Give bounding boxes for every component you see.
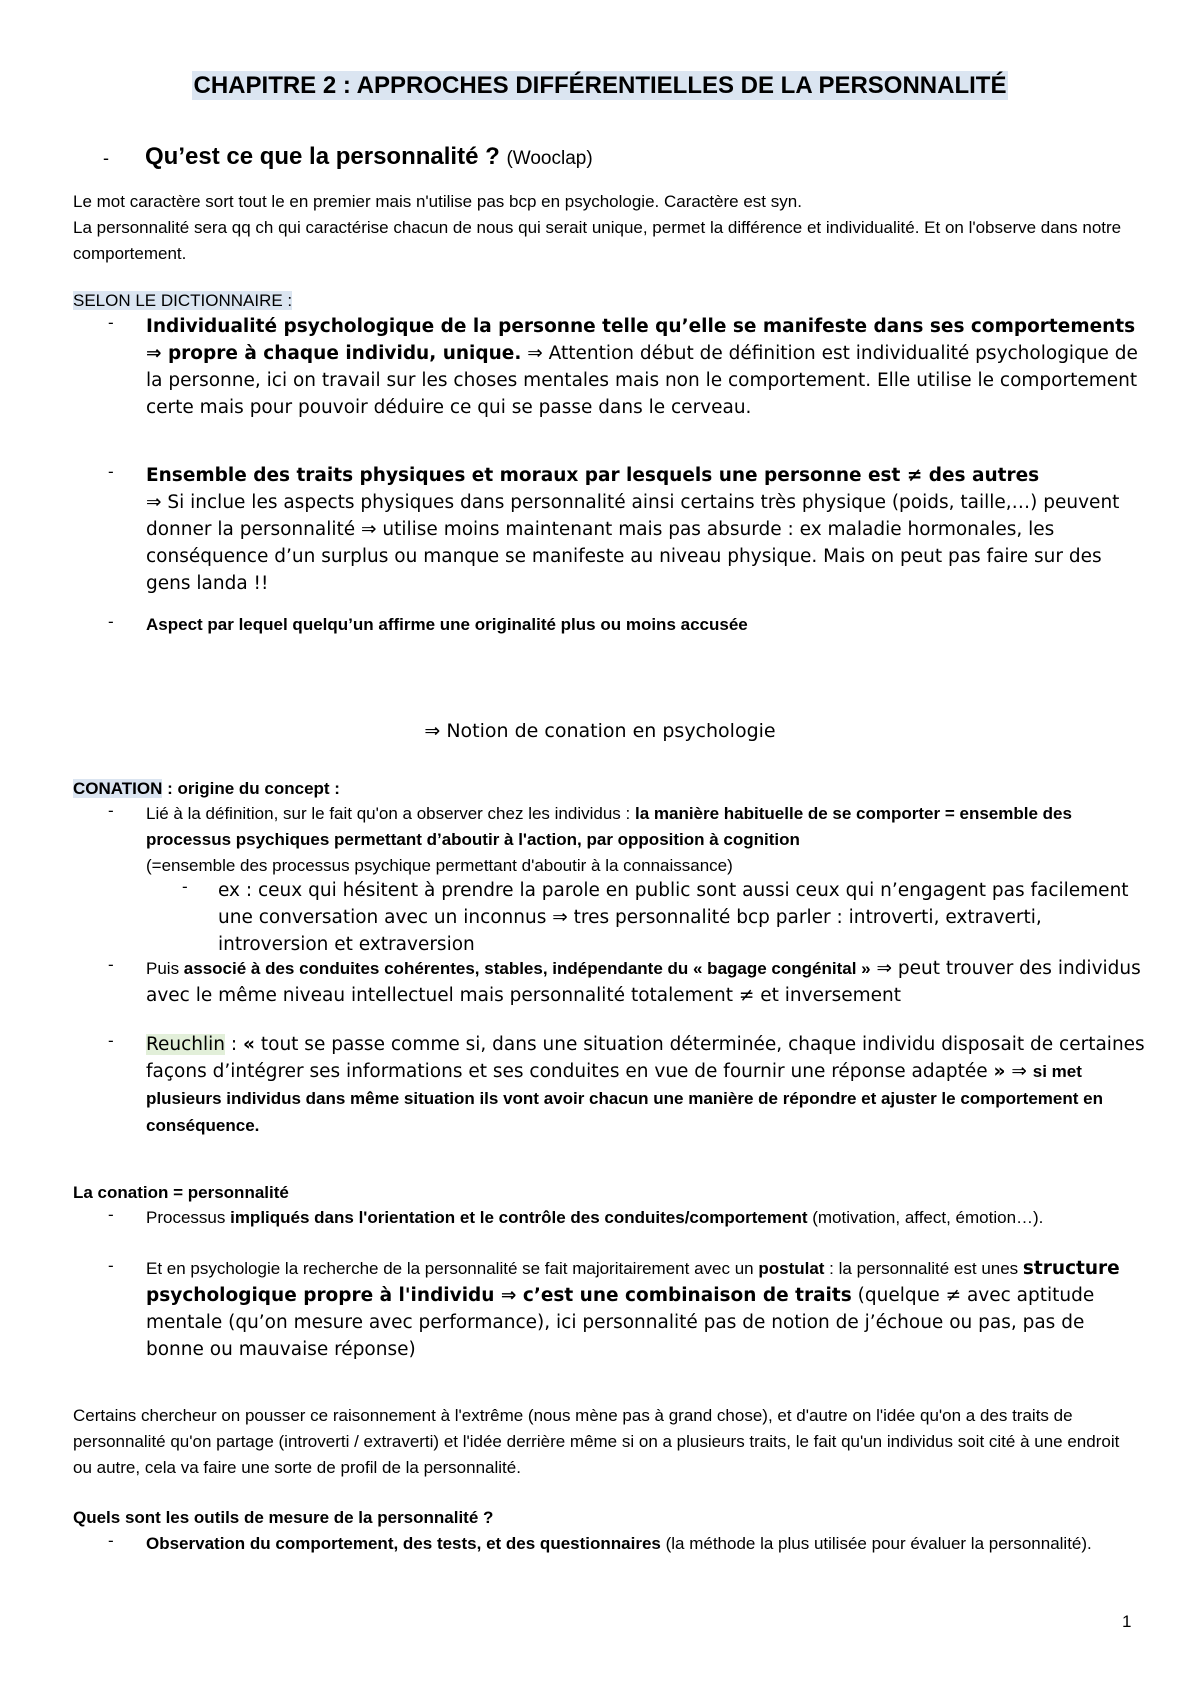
item-rest: ⇒ Si inclue les aspects physiques dans personnalité ainsi certains très physique (poids, taille,…) peuvent donner la personnalité ⇒ utilise moins maintenant mais pas absurde : ex maladie hormonales, les conséquence d’un surplus ou manque se manifeste au niveau physique. Mais on peut pas faire sur des gens landa !! bbox=[146, 492, 1120, 594]
conation-item-1-text bbox=[146, 801, 1146, 879]
tools-heading bbox=[73, 1505, 1133, 1531]
question-heading bbox=[103, 143, 593, 171]
dictionary-item-1-text bbox=[146, 313, 1146, 421]
quote-close: » bbox=[993, 1061, 1006, 1082]
item-arrow: ⇒ bbox=[1005, 1061, 1033, 1082]
item-bold: impliqués dans l'orientation et le contrôle des conduites/comportement bbox=[230, 1208, 808, 1227]
item-plain: Lié à la définition, sur le fait qu'on a observer chez les individus : bbox=[146, 804, 635, 823]
conation-personality-heading bbox=[73, 1180, 1133, 1206]
quote-open: « bbox=[243, 1034, 255, 1055]
item-bold: la manière habituelle de se comporter = ensemble des processus psychiques permettant d’aboutir à l'action, par opposition à cognition bbox=[146, 804, 1072, 849]
item-bold: si met plusieurs individus dans même situation ils vont avoir chacun une manière de répondre et ajuster le comportement en conséquence. bbox=[146, 1062, 1103, 1135]
list-dash: - bbox=[108, 1531, 114, 1550]
list-dash: - bbox=[103, 148, 109, 168]
item-plain: Et en psychologie la recherche de la personnalité se fait majoritairement avec un bbox=[146, 1259, 759, 1278]
item-bold: Individualité psychologique de la personne telle qu’elle se manifeste dans ses comportements ⇒ propre à chaque individu, unique. bbox=[146, 316, 1136, 364]
item-bold: associé à des conduites cohérentes, stables, indépendante du « bagage congénital » bbox=[183, 959, 871, 978]
conclusion-text: ⇒ Notion de conation en psychologie bbox=[424, 720, 776, 742]
list-dash: - bbox=[108, 313, 114, 332]
reuchlin-name: Reuchlin bbox=[146, 1034, 226, 1055]
chapter-title bbox=[0, 72, 1200, 100]
tools-item-text bbox=[146, 1531, 1146, 1557]
question-note: (Wooclap) bbox=[506, 148, 593, 169]
chapter-title-text: CHAPITRE 2 : APPROCHES DIFFÉRENTIELLES DE LA PERSONNALITÉ bbox=[193, 72, 1007, 99]
conation-personality-item-1-text bbox=[146, 1205, 1146, 1231]
structure-bold: structure psychologique propre à l'individu ⇒ c’est une combinaison de traits bbox=[146, 1258, 1120, 1306]
item-rest: ⇒ Attention début de définition est individualité psychologique de la personne, ici on travail sur les choses mentales mais non le comportement. Elle utilise le comportement certe mais pour pouvoir déduire ce qui se passe dans le cerveau. bbox=[146, 343, 1138, 418]
list-dash: - bbox=[108, 462, 114, 481]
dictionary-heading bbox=[73, 288, 1133, 314]
list-dash: - bbox=[108, 612, 114, 631]
heading-text: La conation = personnalité bbox=[73, 1183, 289, 1202]
list-dash: - bbox=[108, 955, 114, 974]
conation-heading-rest: : origine du concept : bbox=[162, 779, 340, 798]
tools-heading-text: Quels sont les outils de mesure de la personnalité ? bbox=[73, 1508, 494, 1527]
item-paren: (=ensemble des processus psychique permettant d'aboutir à la connaissance) bbox=[146, 856, 733, 875]
intro-line-2: La personnalité sera qq ch qui caractérise chacun de nous qui serait unique, permet la différence et individualité. Et on l'observe dans notre comportement. bbox=[73, 218, 1122, 263]
question-bold: Qu’est ce que la personnalité ? bbox=[145, 143, 500, 170]
item-bold: Ensemble des traits physiques et moraux par lesquels une personne est ≠ des autres bbox=[146, 465, 1040, 486]
sub-item-text: ex : ceux qui hésitent à prendre la parole en public sont aussi ceux qui n’engagent pas facilement une conversation avec un inconnus ⇒ tres personnalité bcp parler : introverti, extraverti, introversion et extraversion bbox=[218, 880, 1129, 955]
conation-label: CONATION bbox=[73, 779, 163, 798]
list-dash: - bbox=[182, 877, 188, 896]
item-rest: (la méthode la plus utilisée pour évaluer la personnalité). bbox=[660, 1534, 1092, 1553]
item-rest: ⇒ peut trouver des individus avec le même niveau intellectuel mais personnalité totalement ≠ et inversement bbox=[146, 958, 1141, 1006]
item-bold: Observation du comportement, des tests, et des questionnaires bbox=[146, 1534, 661, 1553]
item-plain: Processus bbox=[146, 1208, 231, 1227]
item-rest: (motivation, affect, émotion…). bbox=[807, 1208, 1044, 1227]
conation-heading bbox=[73, 776, 1133, 802]
dictionary-heading-text: SELON LE DICTIONNAIRE : bbox=[73, 291, 293, 310]
intro-paragraph bbox=[73, 189, 1133, 267]
dictionary-item-2-text bbox=[146, 462, 1146, 597]
page-number: 1 bbox=[1122, 1612, 1132, 1631]
intro-line-1: Le mot caractère sort tout le en premier mais n'utilise pas bcp en psychologie. Caractère est syn. bbox=[73, 192, 802, 211]
item-mid: : la personnalité est unes bbox=[824, 1259, 1023, 1278]
conation-notion-line bbox=[0, 720, 1200, 742]
item-plain: Puis bbox=[146, 959, 184, 978]
reuchlin-quote: tout se passe comme si, dans une situation déterminée, chaque individu disposait de certaines façons d’intégrer ses informations et ses conduites en vue de fournir une réponse adaptée bbox=[146, 1034, 1145, 1082]
postulat-bold: postulat bbox=[758, 1259, 825, 1278]
item-sep: : bbox=[225, 1034, 244, 1055]
researchers-paragraph: Certains chercheur on pousser ce raisonnement à l'extrême (nous mène pas à grand chose), et d'autre on l'idée qu'on a des traits de personnalité qu'on partage (introverti / extraverti) et l'idée derrière même si on a plusieurs traits, le fait qu'un individus soit cité à une endroit ou autre, cela va faire une sorte de profil de la personnalité. bbox=[73, 1406, 1120, 1477]
item-rest: (quelque ≠ avec aptitude mentale (qu’on mesure avec performance), ici personnalité pas de notion de j’échoue ou pas, pas de bonne ou mauvaise réponse) bbox=[146, 1285, 1095, 1360]
conation-item-2-text bbox=[146, 955, 1146, 1009]
dictionary-item-3-text bbox=[146, 612, 1146, 638]
list-dash: - bbox=[108, 1256, 114, 1275]
list-dash: - bbox=[108, 1031, 114, 1050]
conation-personality-item-2-text bbox=[146, 1256, 1146, 1363]
list-dash: - bbox=[108, 801, 114, 820]
item-bold: Aspect par lequel quelqu’un affirme une originalité plus ou moins accusée bbox=[146, 615, 748, 634]
conation-item-3-text bbox=[146, 1031, 1146, 1139]
list-dash: - bbox=[108, 1205, 114, 1224]
